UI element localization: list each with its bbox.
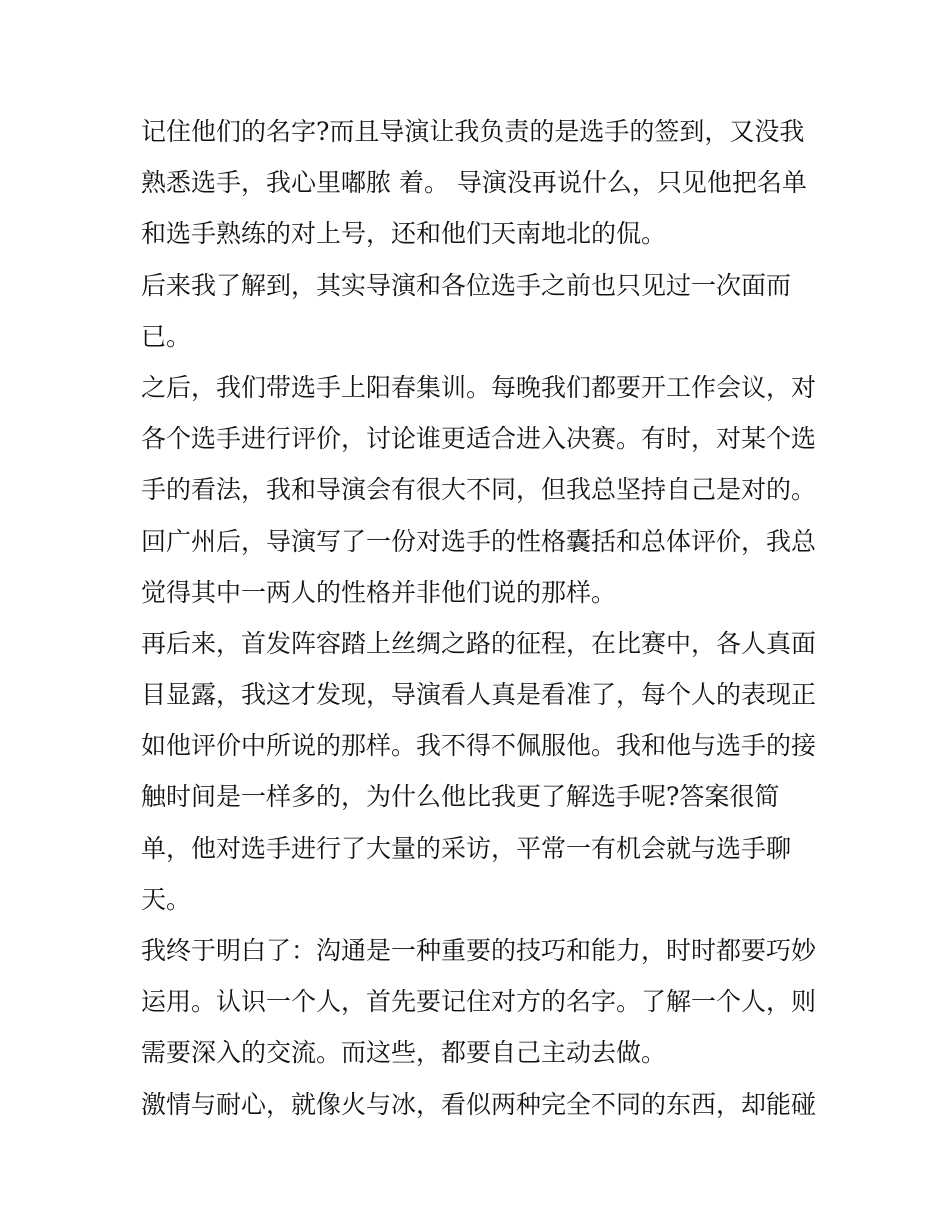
text-line: 天。 [141, 884, 192, 914]
text-line: 运用。认识一个人，首先要记住对方的名字。了解一个人，则 [141, 987, 817, 1017]
text-line: 记住他们的名字?而且导演让我负责的是选手的签到，又没我 [141, 117, 805, 146]
text-line: 触时间是一样多的，为什么他比我更了解选手呢?答案很简 [141, 782, 780, 812]
text-line: 目显露，我这才发现，导演看人真是看准了，每个人的表现正 [141, 680, 817, 710]
text-line: 回广州后，导演写了一份对选手的性格囊括和总体评价，我总 [141, 526, 817, 556]
text-line: 觉得其中一两人的性格并非他们说的那样。 [141, 577, 617, 607]
document-body [141, 106, 821, 1130]
text-line: 如他评价中所说的那样。我不得不佩服他。我和他与选手的接 [141, 731, 817, 761]
text-line: 各个选手进行评价，讨论谁更适合进入决赛。有时，对某个选 [141, 424, 817, 454]
text-line: 和选手熟练的对上号，还和他们天南地北的侃。 [141, 219, 667, 249]
text-line: 需要深入的交流。而这些，都要自己主动去做。 [141, 1038, 667, 1068]
text-line: 手的看法，我和导演会有很大不同，但我总坚持自己是对的。 [141, 475, 817, 505]
text-line: 后来我了解到，其实导演和各位选手之前也只见过一次面而 [141, 270, 792, 300]
text-line: 再后来，首发阵容踏上丝绸之路的征程，在比赛中，各人真面 [141, 628, 817, 658]
text-line: 我终于明白了：沟通是一种重要的技巧和能力，时时都要巧妙 [141, 936, 817, 965]
text-line: 熟悉选手，我心里嘟脓 着。 导演没再说什么，只见他把名单 [141, 168, 807, 198]
text-line: 之后，我们带选手上阳春集训。每晚我们都要开工作会议，对 [141, 372, 817, 402]
text-line: 激情与耐心，就像火与冰，看似两种完全不同的东西，却能碰 [141, 1089, 817, 1119]
text-line: 已。 [141, 321, 192, 351]
text-line: 单，他对选手进行了大量的采访，平常一有机会就与选手聊 [141, 833, 792, 863]
